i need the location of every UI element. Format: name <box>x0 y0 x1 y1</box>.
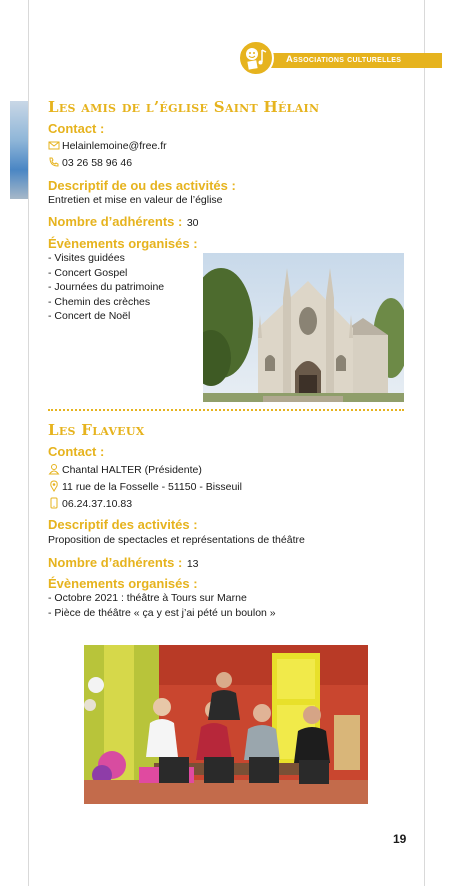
assoc1-events-heading: Évènements organisés : <box>48 236 198 251</box>
assoc2-title: Les Flaveux <box>48 421 145 439</box>
assoc2-address: 11 rue de la Fosselle - 51150 - Bisseuil <box>62 481 242 493</box>
banner-label: Associations culturelles <box>286 54 402 65</box>
assoc1-events-list <box>48 251 164 324</box>
mobile-phone-icon <box>48 497 60 509</box>
list-item: - Octobre 2021 : théâtre à Tours sur Marne <box>48 592 247 604</box>
edge-photo-fragment <box>10 101 28 199</box>
left-border-line <box>28 0 29 886</box>
assoc1-email-row <box>48 139 167 153</box>
assoc2-events-list <box>48 591 276 620</box>
assoc2-contact-heading: Contact : <box>48 444 105 459</box>
assoc1-members-label: Nombre d’adhérents : <box>48 214 183 229</box>
assoc1-activities-text: Entretien et mise en valeur de l’église <box>48 194 223 206</box>
list-item: - Journées du patrimoine <box>48 281 165 293</box>
church-photo <box>203 253 404 402</box>
assoc1-title: Les amis de l’église Saint Hélain <box>48 98 320 116</box>
section-divider <box>48 409 404 411</box>
assoc1-contact-heading: Contact : <box>48 121 105 136</box>
assoc1-email[interactable]: Helainlemoine@free.fr <box>62 140 167 152</box>
list-item: - Chemin des crèches <box>48 295 151 308</box>
assoc1-members-value: 30 <box>186 217 199 229</box>
list-item: - Concert de Noël <box>48 310 131 322</box>
assoc1-phone-row <box>48 156 132 170</box>
assoc2-members-value: 13 <box>186 558 199 570</box>
envelope-icon <box>48 139 60 151</box>
list-item: - Concert Gospel <box>48 266 128 279</box>
assoc2-person-row <box>48 463 202 477</box>
assoc2-activities-heading: Descriptif des activités : <box>48 517 198 532</box>
assoc1-activities-heading: Descriptif de ou des activités : <box>48 178 236 193</box>
assoc2-events-heading: Évènements organisés : <box>48 576 198 591</box>
list-item: - Visites guidées <box>48 252 125 264</box>
section-banner <box>238 40 442 76</box>
assoc1-members-row <box>48 213 199 231</box>
page-number: 19 <box>393 832 407 846</box>
theatre-masks-icon <box>238 40 274 76</box>
right-border-line <box>424 0 425 886</box>
list-item: - Pièce de théâtre « ça y est j’ai pété un boulon » <box>48 606 276 619</box>
assoc2-address-row <box>48 480 242 494</box>
location-pin-icon <box>48 480 60 492</box>
assoc2-phone-row <box>48 497 132 511</box>
assoc2-phone[interactable]: 06.24.37.10.83 <box>62 498 133 510</box>
phone-icon <box>48 156 60 168</box>
assoc2-members-row <box>48 554 199 572</box>
theatre-photo <box>84 645 368 804</box>
assoc1-phone[interactable]: 03 26 58 96 46 <box>62 157 133 169</box>
person-icon <box>48 463 60 475</box>
assoc2-person: Chantal HALTER (Présidente) <box>62 464 202 476</box>
assoc2-activities-text: Proposition de spectacles et représentations de théâtre <box>48 534 305 546</box>
assoc2-members-label: Nombre d’adhérents : <box>48 555 183 570</box>
